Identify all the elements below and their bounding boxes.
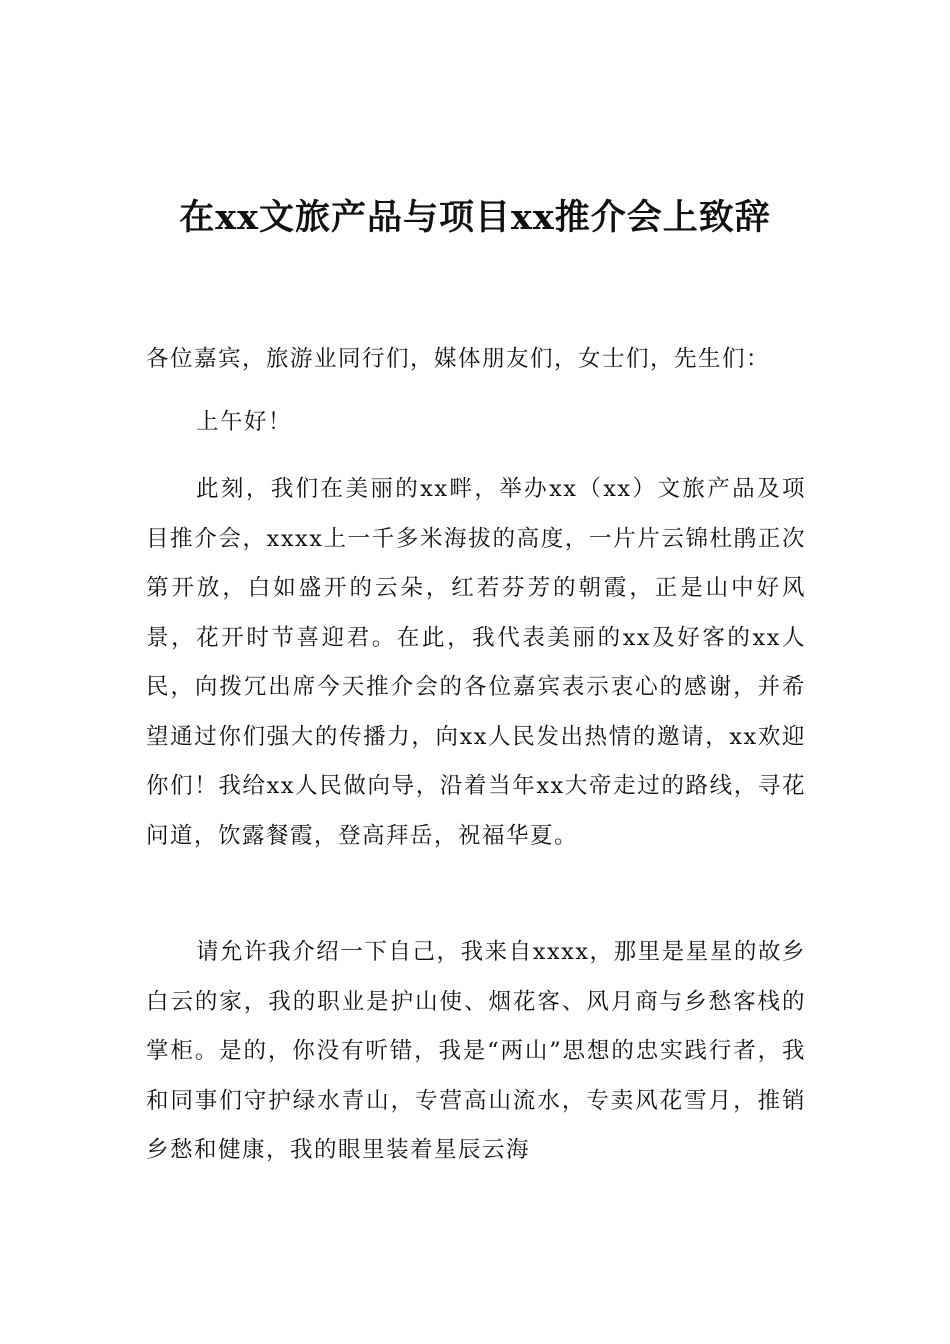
paragraph: 此刻，我们在美丽的xx畔，举办xx（xx）文旅产品及项目推介会，xxxx上一千多米海拔的高度，一片片云锦杜鹃正次第开放，白如盛开的云朵，红若芬芳的朝霞，正是山中好风景，花开时节喜迎君。在此，我代表美丽的xx及好客的xx人民，向拨冗出席今天推介会的各位嘉宾表示衷心的感谢，并希望通过你们强大的传播力，向xx人民发出热情的邀请，xx欢迎你们！我给xx人民做向导，沿着当年xx大帝走过的路线，寻花问道，饮露餐霞，登高拜岳，祝福华夏。 bbox=[146, 476, 806, 849]
greeting: 上午好！ bbox=[196, 409, 293, 435]
salutation: 各位嘉宾，旅游业同行们，媒体朋友们，女士们，先生们： bbox=[146, 346, 771, 372]
paragraph: 请允许我介绍一下自己，我来自xxxx，那里是星星的故乡白云的家，我的职业是护山使、烟花客、风月商与乡愁客栈的掌柜。是的，你没有听错，我是“两山”思想的忠实践行者，我和同事们守护绿水青山，专营高山流水，专卖风花雪月，推销乡愁和健康，我的眼里装着星辰云海 bbox=[146, 939, 806, 1163]
document-title: 在xx文旅产品与项目xx推介会上致辞 bbox=[179, 197, 771, 238]
